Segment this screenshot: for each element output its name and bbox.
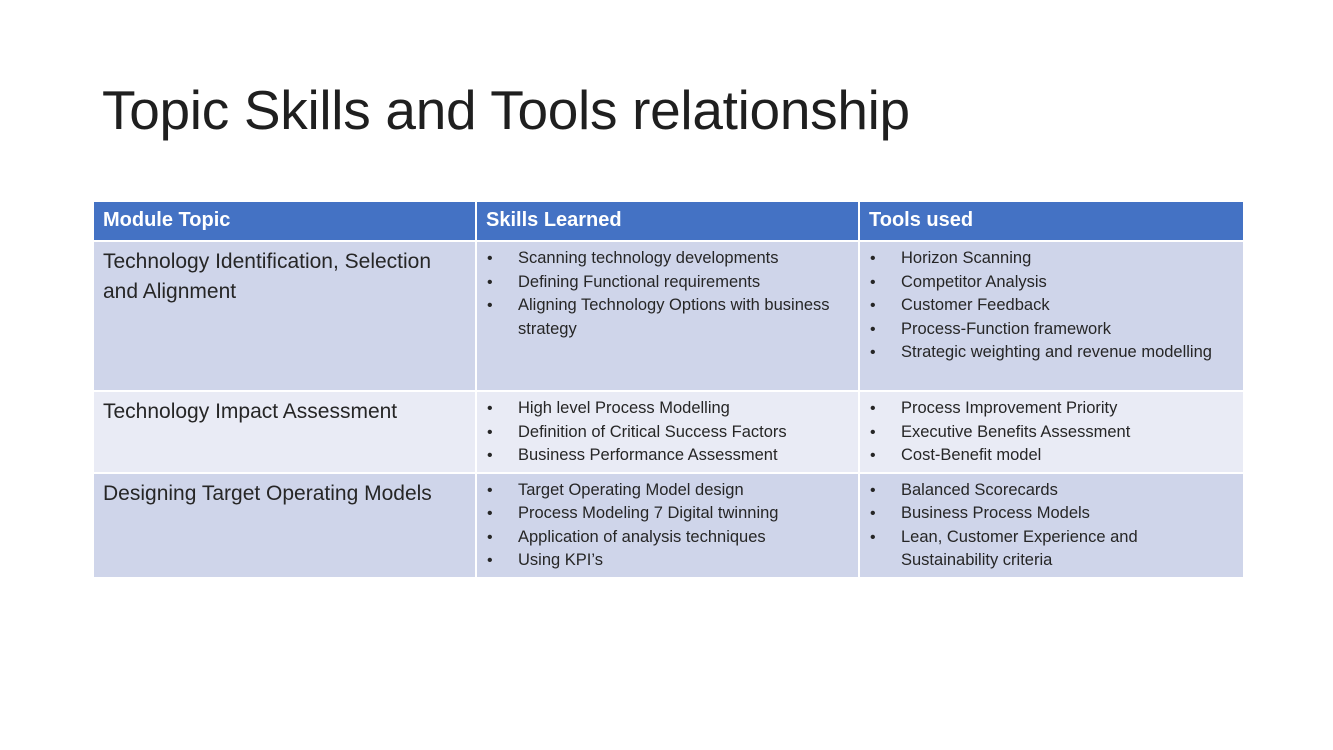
bullet-icon: • [870,297,876,314]
list-item: • Application of analysis techniques [486,526,850,550]
list-item: • Business Process Models [869,502,1235,526]
list-item: • Competitor Analysis [869,271,1235,295]
module-topic-cell: Designing Target Operating Models [93,473,476,578]
list-item: • Process Improvement Priority [869,397,1235,421]
bullet-icon: • [870,250,876,267]
tools-cell [859,391,1244,473]
skills-list [486,397,850,468]
bullet-icon: • [870,481,876,499]
list-item: • Lean, Customer Experience and Sustainability criteria [870,527,1138,569]
list-item: • Using KPI’s [486,549,850,573]
bullet-icon: • [487,400,493,417]
list-item: • Process-Function framework [869,318,1235,342]
bullet-icon: • [487,447,493,464]
tools-cell [859,241,1244,391]
list-item: • High level Process Modelling [486,397,850,421]
list-item: • Target Operating Model design [486,479,850,503]
bullet-icon: • [870,505,876,522]
list-item: • Scanning technology developments [486,247,850,271]
list-item: • Balanced Scorecards [869,479,1235,503]
module-topic-cell: Technology Impact Assessment [93,391,476,473]
bullet-icon: • [487,552,493,569]
header-skills-learned: Skills Learned [476,201,859,241]
bullet-icon: • [870,320,876,338]
tools-cell [859,473,1244,578]
bullet-icon: • [487,505,493,522]
bullet-icon: • [487,297,493,314]
bullet-icon: • [487,250,493,267]
list-item: • Executive Benefits Assessment [869,421,1235,445]
module-topic-cell: Technology Identification, Selection and Alignment [93,241,476,391]
tools-list [869,247,1235,365]
skills-cell [476,391,859,473]
bullet-icon: • [487,423,493,441]
topic-skills-tools-table [92,200,1245,579]
table-header-row [93,201,1244,241]
header-module-topic: Module Topic [93,201,476,241]
list-item: • Strategic weighting and revenue modelling [869,341,1235,365]
skills-cell [476,473,859,578]
list-item: • Customer Feedback [869,294,1235,318]
header-tools-used: Tools used [859,201,1244,241]
bullet-icon: • [870,423,876,441]
bullet-icon: • [870,400,876,417]
table-row [93,241,1244,391]
skills-list [486,479,850,573]
bullet-icon: • [487,528,493,546]
slide-title: Topic Skills and Tools relationship [102,79,910,141]
table-row [93,473,1244,578]
bullet-icon: • [487,481,493,499]
table-row [93,391,1244,473]
bullet-icon: • [870,447,876,464]
tools-list [869,397,1235,468]
list-item: • Aligning Technology Options with business strategy [487,296,830,338]
bullet-icon: • [487,273,493,291]
list-item: • Defining Functional requirements [486,271,850,295]
list-item: • Horizon Scanning [869,247,1235,271]
list-item: • Definition of Critical Success Factors [486,421,850,445]
bullet-icon: • [870,344,876,361]
list-item: • Cost-Benefit model [869,444,1235,468]
skills-cell [476,241,859,391]
bullet-icon: • [870,528,876,546]
skills-list [486,247,850,341]
list-item: • Process Modeling 7 Digital twinning [486,502,850,526]
list-item: • Business Performance Assessment [486,444,850,468]
tools-list [869,479,1235,573]
bullet-icon: • [870,273,876,291]
